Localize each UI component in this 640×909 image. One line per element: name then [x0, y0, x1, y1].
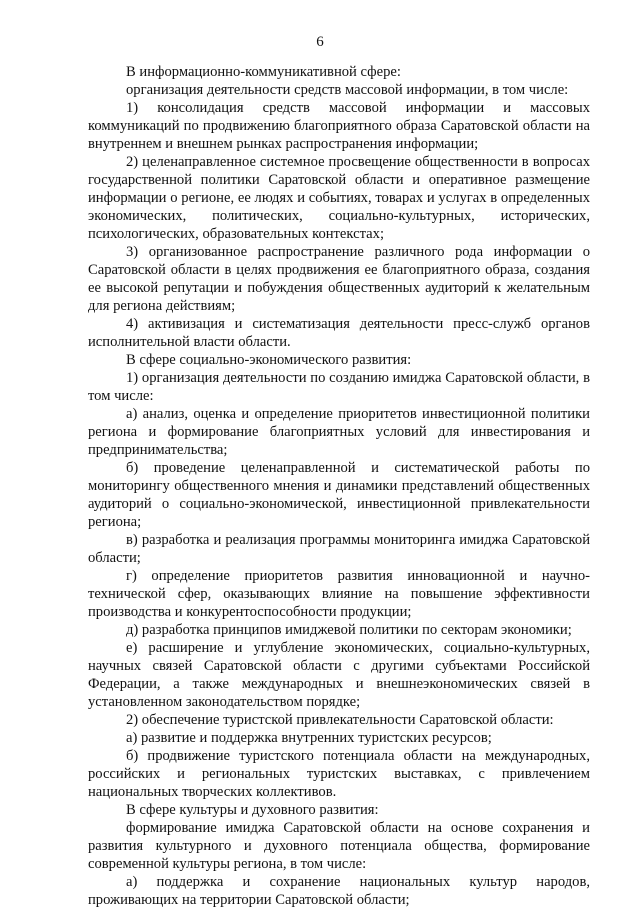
paragraph: В информационно-коммуникативной сфере: [126, 64, 401, 80]
paragraph: в) разработка и реализация программы мониторинга имиджа Саратовской области; [88, 532, 590, 566]
paragraph: б) проведение целенаправленной и систематической работы по мониторингу общественного мнения и динамики представлений общественных аудиторий о социально-экономической, инвестиционной привлекательности региона; [88, 460, 590, 530]
paragraph: 1) консолидация средств массовой информации и массовых коммуникаций по продвижению благоприятного образа Саратовской области на внутреннем и внешнем рынках распространения информации; [88, 100, 590, 152]
paragraph: 3) организованное распространение различного рода информации о Саратовской области в целях продвижения ее благоприятного образа, создания ее высокой репутации и побуждения общественных аудиторий к желательным для региона действиям; [88, 244, 590, 314]
paragraph: формирование имиджа Саратовской области на основе сохранения и развития культурного и духовного потенциала общества, формирование современной культуры региона, в том числе: [88, 820, 590, 872]
paragraph: 4) активизация и систематизация деятельности пресс-служб органов исполнительной власти области. [88, 316, 590, 350]
paragraph: а) анализ, оценка и определение приоритетов инвестиционной политики региона и формирование благоприятных условий для инвестирования и предпринимательства; [88, 406, 590, 458]
page-number: 6 [316, 34, 324, 50]
paragraph: б) продвижение туристского потенциала области на международных, российских и региональных туристских выставках, с привлечением национальных творческих коллективов. [88, 748, 590, 800]
paragraph: г) определение приоритетов развития инновационной и научно-технической сфер, оказывающих влияние на повышение эффективности производства и конкурентоспособности продукции; [88, 568, 590, 620]
paragraph: В сфере социально-экономического развития: [126, 352, 412, 368]
paragraph: 1) организация деятельности по созданию имиджа Саратовской области, в том числе: [88, 370, 590, 404]
paragraph: а) развитие и поддержка внутренних туристских ресурсов; [126, 730, 492, 746]
document-body [88, 63, 590, 909]
paragraph: а) поддержка и сохранение национальных культур народов, проживающих на территории Саратовской области; [88, 874, 590, 908]
paragraph: е) расширение и углубление экономических, социально-культурных, научных связей Саратовской области с другими субъектами Российской Федерации, а также международных и внешнеэкономических связей в установленном законодательством порядке; [88, 640, 590, 710]
paragraph: организация деятельности средств массовой информации, в том числе: [126, 82, 569, 98]
paragraph: 2) целенаправленное системное просвещение общественности в вопросах государственной политики Саратовской области и оперативное размещение информации о регионе, ее людях и событиях, товарах и услугах в определенных экономических, политических, социально-культурных, исторических, психологических, образовательных контекстах; [88, 154, 590, 242]
paragraph: В сфере культуры и духовного развития: [126, 802, 379, 818]
paragraph: 2) обеспечение туристской привлекательности Саратовской области: [126, 712, 554, 728]
paragraph: д) разработка принципов имиджевой политики по секторам экономики; [126, 622, 572, 638]
